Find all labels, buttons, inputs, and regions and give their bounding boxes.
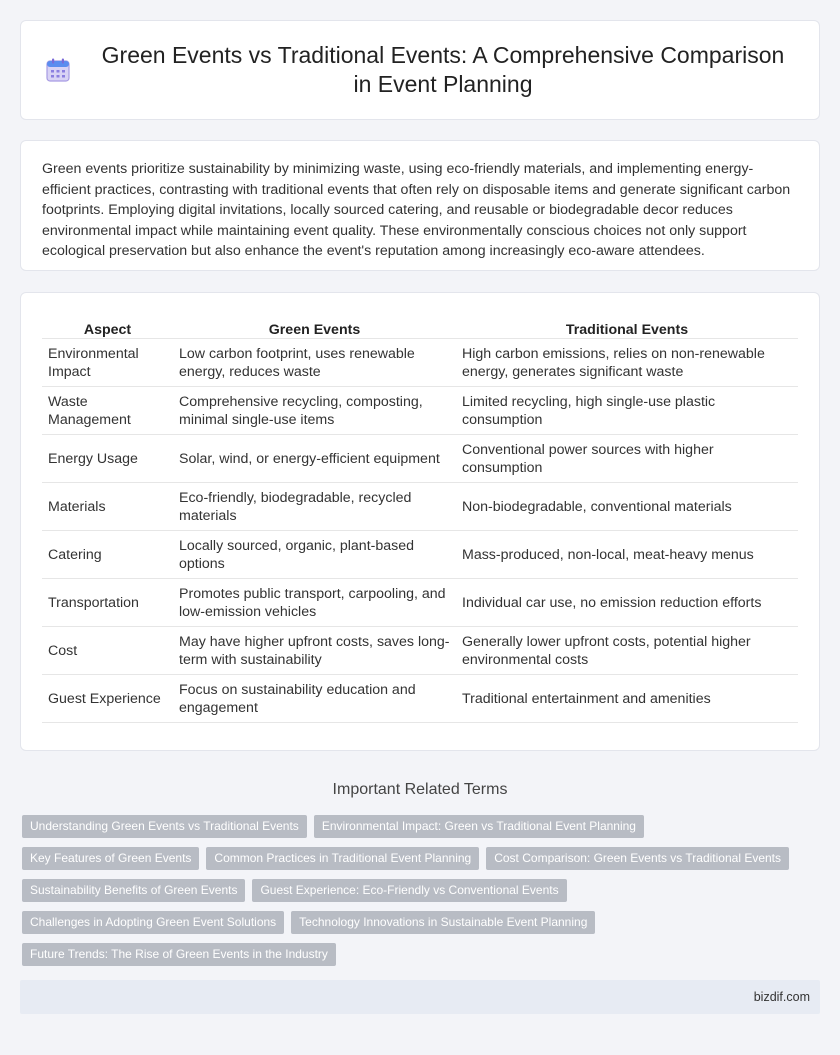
related-terms-list: [22, 815, 818, 975]
related-term-link[interactable]: Understanding Green Events vs Traditional Events: [22, 815, 307, 838]
green-cell: Solar, wind, or energy-efficient equipment: [173, 435, 456, 483]
green-cell: Promotes public transport, carpooling, and low-emission vehicles: [173, 579, 456, 627]
green-cell: Focus on sustainability education and engagement: [173, 675, 456, 723]
table-row: [42, 531, 798, 579]
related-term-link[interactable]: Technology Innovations in Sustainable Event Planning: [291, 911, 595, 934]
traditional-cell: Individual car use, no emission reduction efforts: [456, 579, 798, 627]
aspect-cell: Transportation: [42, 579, 173, 627]
header-traditional-events: Traditional Events: [456, 313, 798, 339]
page-title: Green Events vs Traditional Events: A Comprehensive Comparison in Event Planning: [101, 42, 785, 97]
traditional-cell: Mass-produced, non-local, meat-heavy menus: [456, 531, 798, 579]
traditional-cell: High carbon emissions, relies on non-renewable energy, generates significant waste: [456, 339, 798, 387]
related-term-link[interactable]: Key Features of Green Events: [22, 847, 199, 870]
header-green-events: Green Events: [173, 313, 456, 339]
header-aspect: Aspect: [42, 313, 173, 339]
intro-card: [20, 140, 820, 271]
green-cell: Eco-friendly, biodegradable, recycled materials: [173, 483, 456, 531]
comparison-table: [42, 313, 798, 723]
traditional-cell: Conventional power sources with higher consumption: [456, 435, 798, 483]
related-term-link[interactable]: Common Practices in Traditional Event Planning: [206, 847, 479, 870]
traditional-cell: Traditional entertainment and amenities: [456, 675, 798, 723]
traditional-cell: Limited recycling, high single-use plastic consumption: [456, 387, 798, 435]
table-header-row: [42, 313, 798, 339]
aspect-cell: Environmental Impact: [42, 339, 173, 387]
calendar-icon: [45, 57, 71, 83]
traditional-cell: Generally lower upfront costs, potential higher environmental costs: [456, 627, 798, 675]
aspect-cell: Guest Experience: [42, 675, 173, 723]
aspect-cell: Catering: [42, 531, 173, 579]
related-term-link[interactable]: Future Trends: The Rise of Green Events in the Industry: [22, 943, 336, 966]
table-row: [42, 483, 798, 531]
green-cell: Locally sourced, organic, plant-based options: [173, 531, 456, 579]
comparison-table-card: [20, 292, 820, 751]
related-term-link[interactable]: Sustainability Benefits of Green Events: [22, 879, 245, 902]
footer-site-link[interactable]: bizdif.com: [753, 990, 810, 1004]
aspect-cell: Energy Usage: [42, 435, 173, 483]
aspect-cell: Materials: [42, 483, 173, 531]
related-term-link[interactable]: Guest Experience: Eco-Friendly vs Conventional Events: [252, 879, 566, 902]
table-row: [42, 579, 798, 627]
intro-text: Green events prioritize sustainability by minimizing waste, using eco-friendly materials, and implementing energy-efficient practices, contrasting with traditional events that often rely on disposable items and generate significant carbon footprints. Employing digital invitations, locally sourced catering, and reusable or biodegradable decor reduces environmental impact while maintaining event quality. These environmentally conscious choices not only support ecological preservation but also enhance the event's reputation among increasingly eco-aware attendees.: [42, 161, 791, 259]
green-cell: Comprehensive recycling, composting, minimal single-use items: [173, 387, 456, 435]
table-row: [42, 627, 798, 675]
table-row: [42, 675, 798, 723]
related-term-link[interactable]: Cost Comparison: Green Events vs Traditional Events: [486, 847, 789, 870]
related-terms-title: Important Related Terms: [332, 781, 508, 798]
related-term-link[interactable]: Challenges in Adopting Green Event Solutions: [22, 911, 284, 934]
table-row: [42, 339, 798, 387]
table-row: [42, 387, 798, 435]
footer: [20, 980, 820, 1014]
related-term-link[interactable]: Environmental Impact: Green vs Traditional Event Planning: [314, 815, 644, 838]
header-card: [20, 20, 820, 120]
aspect-cell: Waste Management: [42, 387, 173, 435]
traditional-cell: Non-biodegradable, conventional materials: [456, 483, 798, 531]
green-cell: Low carbon footprint, uses renewable energy, reduces waste: [173, 339, 456, 387]
aspect-cell: Cost: [42, 627, 173, 675]
green-cell: May have higher upfront costs, saves long-term with sustainability: [173, 627, 456, 675]
table-row: [42, 435, 798, 483]
